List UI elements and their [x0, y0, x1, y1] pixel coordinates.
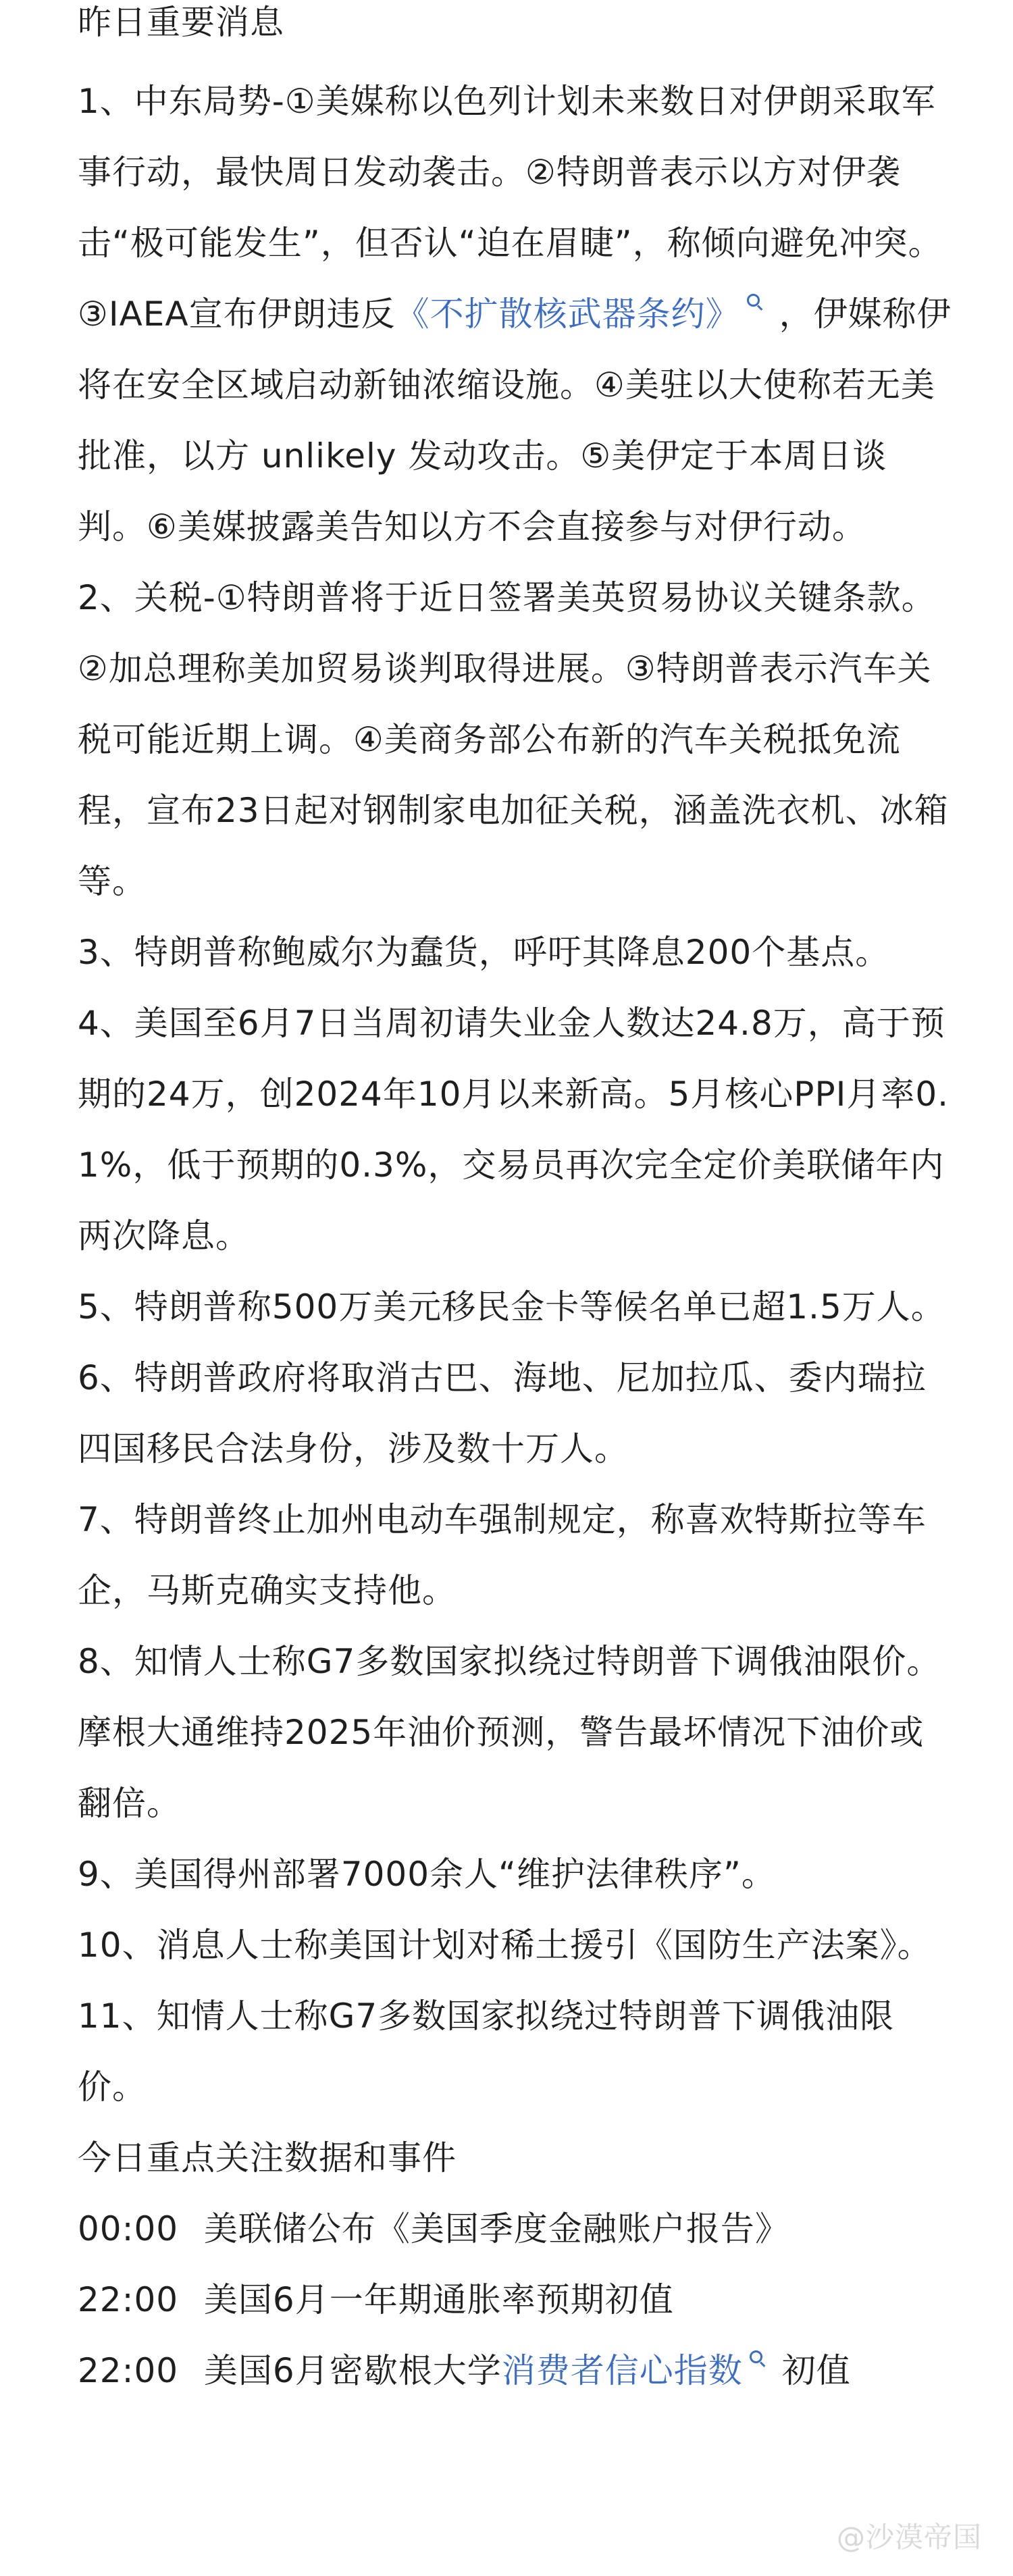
event-time: 22:00 — [78, 2280, 179, 2319]
event-row — [78, 2194, 956, 2265]
news-item-8: 8、知情人士称G7多数国家拟绕过特朗普下调俄油限价。摩根大通维持2025年油价预测，警告最坏情况下油价或翻倍。 — [78, 1642, 941, 1823]
event-time: 22:00 — [78, 2351, 179, 2390]
news-item-10: 10、消息人士称美国计划对稀土援引《国防生产法案》。 — [78, 1926, 932, 1965]
news-item-4: 4、美国至6月7日当周初请失业金人数达24.8万，高于预期的24万，创2024年10月以来新高。5月核心PPI月率0.1%，低于预期的0.3%，交易员再次完全定价美联储年内两次降息。 — [78, 1004, 950, 1256]
event-time: 00:00 — [78, 2209, 179, 2248]
event-text-after-link: 初值 — [781, 2351, 851, 2390]
news-item-6: 6、特朗普政府将取消古巴、海地、尼加拉瓜、委内瑞拉四国移民合法身份，涉及数十万人。 — [78, 1358, 927, 1468]
today-events-title: 今日重点关注数据和事件 — [78, 2138, 457, 2178]
news-item-11: 11、知情人士称G7多数国家拟绕过特朗普下调俄油限价。 — [78, 1997, 895, 2107]
event-text: 美联储公布《美国季度金融账户报告》 — [203, 2209, 789, 2248]
npt-treaty-link[interactable]: 《不扩散核武器条约》 — [395, 294, 740, 334]
search-icon[interactable] — [747, 294, 763, 310]
event-text: 美国6月一年期通胀率预期初值 — [203, 2280, 674, 2319]
news-item-9: 9、美国得州部署7000余人“维护法律秩序”。 — [78, 1855, 776, 1894]
event-text-before-link: 美国6月密歇根大学 — [203, 2351, 502, 2390]
news-item-2: 2、关税-①特朗普将于近日签署美英贸易协议关键条款。②加总理称美加贸易谈判取得进展。③特朗普表示汽车关税可能近期上调。④美商务部公布新的汽车关税抵免流程，宣布23日起对钢制家电加征关税，涵盖洗衣机、冰箱等。 — [78, 578, 949, 901]
page-title: 昨日重要消息 — [78, 3, 284, 42]
event-row — [78, 2265, 956, 2336]
news-item-1-text-before-link: 1、中东局势-①美媒称以色列计划未来数日对伊朗采取军事行动，最快周日发动袭击。②特朗普表示以方对伊袭击“极可能发生”，但否认“迫在眉睫”，称倾向避免冲突。③IAEA宣布伊朗违反 — [78, 82, 943, 334]
source-watermark — [837, 2523, 982, 2552]
consumer-confidence-link[interactable]: 消费者信心指数 — [501, 2351, 743, 2390]
news-item-1-text-after-link: ，伊媒称伊将在安全区域启动新铀浓缩设施。④美驻以大使称若无美批准，以方 unlikely 发动攻击。⑤美伊定于本周日谈判。⑥美媒披露美告知以方不会直接参与对伊行动。 — [78, 294, 952, 546]
news-item-5: 5、特朗普称500万美元移民金卡等候名单已超1.5万人。 — [78, 1287, 945, 1326]
watermark-text: @沙漠帝国 — [836, 2521, 982, 2554]
news-item-7: 7、特朗普终止加州电动车强制规定，称喜欢特斯拉等车企，马斯克确实支持他。 — [78, 1500, 927, 1610]
news-item-1 — [78, 66, 956, 563]
news-item-3: 3、特朗普称鲍威尔为蠢货，呼吁其降息200个基点。 — [78, 933, 890, 972]
search-icon[interactable] — [750, 2350, 766, 2367]
event-row — [78, 2336, 956, 2406]
